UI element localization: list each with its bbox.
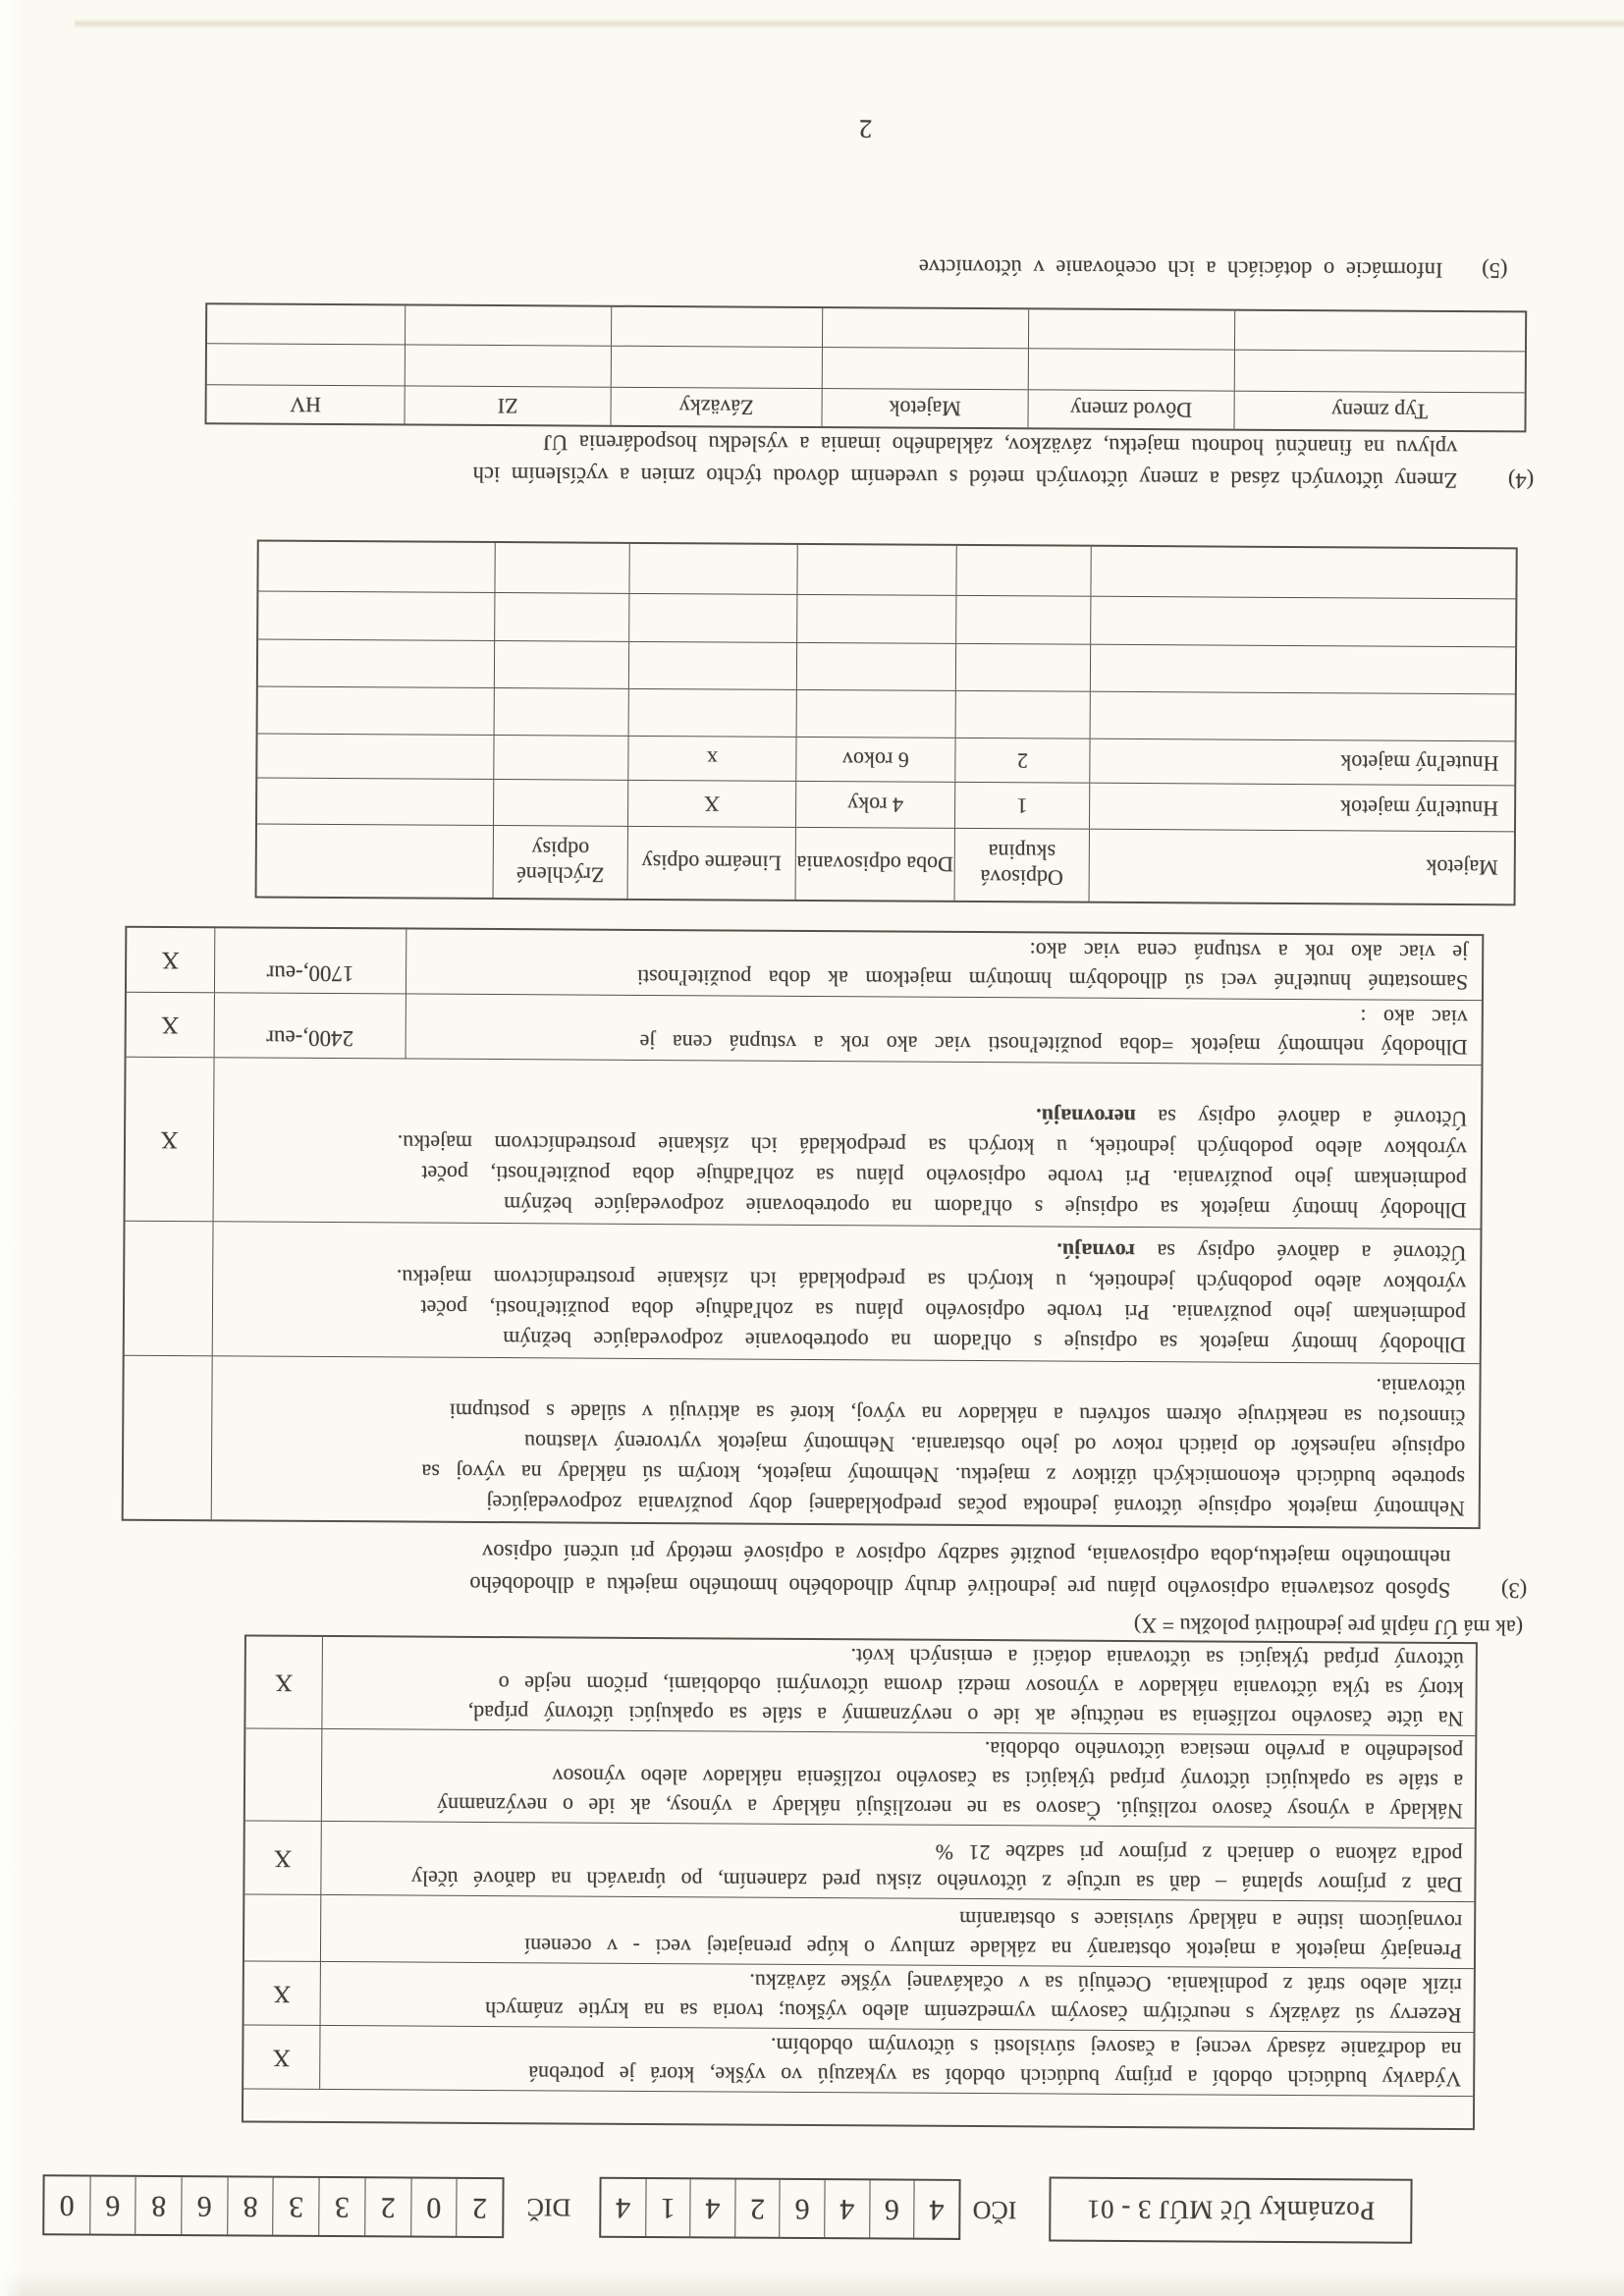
depreciation-row [125,1222,1481,1364]
policies-table [242,1634,1478,2130]
form-title: Poznámky Úč MÚJ 3 - 01 [1086,2195,1376,2227]
asset-cell: Hnuteľný majetok [1340,750,1499,777]
asset-cell [258,640,495,687]
scan-artifact-left-edge [0,0,24,2296]
ico-digit-cell: 1 [646,2179,691,2236]
asset-cell [629,689,797,737]
depreciation-mark: X [127,928,215,993]
policies-row [244,1961,1474,2033]
asset-empty-row [258,592,1515,648]
policies-row [244,1894,1474,1969]
policy-mark: X [245,1636,323,1727]
changes-header-cell: Dôvod zmeny [1028,390,1234,428]
asset-cell: 6 rokov [796,738,955,782]
depreciation-mark [124,1356,213,1520]
asset-row [257,735,1514,787]
changes-cell [612,347,823,388]
asset-cell [257,779,494,825]
policy-text: Na účte časového rozlíšenia sa neúčtuje ak ide o nevýznamný a stále sa opakujúci účtovný prípad, ktorý sa týka účtovania nákladov a výnosov medzi dvoma účtovnými obdobiami, pričom nejde o účtovný prípad týkajúci sa účtovania dotácií a emisných kvót. [467,1644,1464,1732]
asset-header-cell [257,825,494,898]
ico-digit-cell: 6 [870,2180,915,2237]
asset-cell [797,545,956,595]
changes-cell [1029,309,1235,349]
asset-cell: 2 [955,738,1090,783]
section-number: (5) [1482,258,1508,284]
asset-cell [797,643,956,690]
section-number: (3) [1500,1578,1528,1604]
ico-digit-cell: 4 [929,2193,945,2226]
asset-cell [495,593,629,641]
dic-digit-cell: 2 [471,2191,488,2224]
changes-cell [207,304,406,344]
depreciation-row [127,993,1482,1066]
depreciation-text-main: Dlhodobý hmotný majetok sa odpisuje s ohľadom na opotrebovanie zodpovedajúce bežným podmienkam jeho používania. Pri tvorbe odpisového plánu sa zohľadňuje doba použiteľnosti, počet výrobkov alebo podobných jednotiek, u ktorých sa predpokladá ich získanie prostredníctvom majetku. Účtovné a daňové odpisy sa [396,1239,1467,1358]
changes-cell [207,344,406,385]
asset-cell [797,595,956,643]
asset-cell [1091,645,1515,694]
asset-header-row [257,825,1514,904]
scan-artifact-top-band [75,19,1624,28]
changes-cell [612,307,823,347]
policies-empty-row [244,2089,1473,2128]
dic-digit-cell: 8 [136,2177,183,2234]
asset-cell [1091,547,1515,599]
ico-digit-cell: 4 [690,2179,735,2236]
depreciation-row [126,1058,1482,1230]
policy-mark: X [244,1961,321,2024]
depreciation-text: Samostatné hnuteľné veci sú dlhodobým hmotným majetkom ak doba použiteľnosti je viac ako rok a vstupná cena viac ako: [636,938,1469,996]
asset-cell: Hnuteľný majetok [1339,795,1499,822]
depreciation-amount: 1700,-eur [215,928,406,993]
policy-text: Náklady a výnosy časovo rozlišujú. Časovo sa ne nerozlišujú náklady a výnosy, ak ide o nevýznamný a stále sa opakujúci účtovný prípad týkajúci sa časového rozlíšenia nákladov alebo výnosov posledného a prvého mesiaca účtovného obdobia. [436,1737,1464,1825]
dic-digit-cell: 3 [274,2178,320,2235]
policies-row [244,1821,1474,1902]
asset-cell [956,644,1091,691]
changes-cell [406,345,612,386]
asset-cell: 4 roky [796,782,955,828]
depreciation-table [122,926,1485,1529]
depreciation-text-bold: rovnajú. [1056,1238,1136,1265]
changes-cell [406,305,612,345]
changes-cell [1235,351,1525,393]
section-4-heading [120,424,1534,498]
section-text: Informácie o dotáciách a ich oceňovanie v účtovníctve [918,254,1443,283]
policies-row [245,1728,1476,1829]
asset-cell [956,691,1091,738]
asset-empty-row [258,542,1515,600]
policy-mark: X [244,2025,320,2088]
form-title-box [1049,2176,1412,2243]
changes-header-row [207,385,1525,430]
dic-digit-cell: 8 [228,2177,274,2234]
ico-digit-cell: 4 [601,2179,646,2236]
asset-cell [257,735,494,779]
ico-digit-boxes [599,2177,960,2240]
asset-cell: x [628,737,796,781]
depreciation-amount: 2400,-eur [215,993,406,1058]
asset-header-cell: Doba odpisovania [796,828,955,901]
changes-cell [823,348,1029,389]
changes-header-cell: HV [207,385,406,423]
changes-header-cell: Majetok [822,389,1028,427]
asset-header-cell: Lineárne odpisy [628,827,796,900]
ico-label: IČO [972,2196,1017,2225]
depreciation-text [213,1222,1481,1363]
section-text: Spôsob zostavenia odpisového plánu pre jednotlivé druhy dlhodobého hmotného majetku a dlhodobého nehmotného majetku,doba odpisovania, použité sadzby odpisov a odpisové metódy pri určení odpisov [469,1539,1451,1603]
ico-digit-cell: 6 [781,2180,826,2237]
asset-cell [1091,692,1515,741]
asset-cell [629,544,797,594]
asset-depreciation-table [255,540,1518,906]
changes-cell [823,308,1029,348]
asset-cell [494,780,628,826]
asset-cell [956,596,1091,644]
asset-cell [797,690,956,738]
section-5-heading [133,246,1507,288]
policy-mark: X [244,1821,321,1893]
changes-header-cell: Záväzky [611,388,822,426]
asset-header-cell: Odpisová skupina [955,829,1090,902]
changes-table [204,302,1527,432]
changes-cell [1235,311,1525,352]
depreciation-text [214,1058,1482,1229]
asset-cell [629,594,797,642]
depreciation-mark: X [127,993,215,1058]
asset-cell [956,546,1091,596]
policy-text: Rezervy sú záväzky s neurčitým časovým vymedzením alebo výškou; tvoria sa na krytie známych rizík alebo strát z podnikania. Oceňujú sa v očakávanej výške záväzku. [485,1969,1462,2029]
policy-text: Prenajatý majetok a majetok obstaraný na základe zmluvy o kúpe prenajatej veci - v ocenení rovnajúcom istine a náklady súvisiace s obstaraním [524,1906,1463,1965]
asset-cell: X [628,781,796,827]
asset-cell [495,543,629,593]
depreciation-text-bold: nerovnajú. [1036,1104,1136,1130]
policy-mark [244,1894,321,1960]
asset-cell [494,736,628,780]
asset-cell [629,642,797,689]
policies-row [245,1636,1476,1736]
fill-note: (ak má ÚJ náplň pre jednotlivú položku = X) [1133,1613,1524,1641]
depreciation-text-main: Dlhodobý hmotný majetok sa odpisuje s ohľadom na opotrebovanie zodpovedajúce bežným podmienkam jeho používania. Pri tvorbe odpisového plánu sa zohľadňuje doba použiteľnosti, počet výrobkov alebo podobných jednotiek, u ktorých sa predpokladá ich získanie prostredníctvom majetku. Účtovné a daňové odpisy sa [397,1105,1468,1224]
depreciation-text: Dlhodobý nehmotný majetok =doba použiteľnosti viac ako rok a vstupná cena je viac ako : [639,1005,1468,1061]
asset-cell [1091,597,1515,647]
dic-digit-cell: 6 [90,2177,136,2234]
dic-digit-boxes [42,2174,504,2238]
ico-digit-cell: 2 [735,2180,781,2237]
asset-cell [495,641,629,688]
depreciation-text-main: Nehmotný majetok odpisuje účtovná jednotka počas predpokladanej doby používania zodpovedajúcej spotrebe budúcich ekonomických úžitkov z majetku. Nehmotný majetok, ktorým sú náklady na vývoj sa odpisuje najneskôr do piatich rokov od jeho obstarania. Nehmotný majetok vytvorený vlastnou činnosťou sa neaktivuje okrem softvéru a nákladov na vývoj, ktoré sa aktivujú v súlade s postupmi účtovania. [421,1374,1466,1522]
depreciation-mark [125,1222,214,1356]
asset-empty-row [258,687,1515,742]
policy-text: Výdavky budúcich období a príjmy budúcich období sa vykazujú vo výške, ktorá je potrebná na dodržanie zásady vecnej a časovej súvislosti s účtovným obdobím. [528,2033,1462,2093]
section-3-heading [119,1534,1527,1608]
ico-digit-cell: 4 [825,2180,870,2237]
depreciation-mark: X [126,1058,215,1222]
asset-cell [258,592,495,640]
policy-mark [245,1728,323,1820]
page-number: 2 [858,114,873,144]
dic-digit-cell: 3 [319,2178,365,2235]
asset-empty-row [258,640,1515,695]
asset-header-cell: Zrýchlené odpisy [494,826,628,899]
scan-artifact-bottom-shadow [0,2270,1624,2296]
depreciation-row [127,928,1482,1001]
changes-header-cell: ZI [405,386,611,424]
asset-cell [258,542,495,592]
changes-cell [1029,349,1235,390]
policy-text [244,2089,1473,2128]
dic-label: DIČ [526,2193,571,2222]
policy-text: Daň z príjmov splatná – daň sa určuje z účtovného zisku pred zdanením, po úpravách na daňové účely podľa zákona o daniach z príjmov pri sadzbe 21 % [410,1839,1463,1898]
asset-cell [258,687,495,735]
asset-row [257,779,1514,833]
asset-header-cell: Majetok [1426,855,1498,881]
changes-header-cell: Typ zmeny [1331,399,1429,424]
depreciation-row [124,1356,1480,1527]
asset-cell [495,688,629,736]
dic-digit-cell: 2 [365,2178,411,2235]
section-text: Zmeny účtovných zásad a zmeny účtovných metód s uvedením dôvodu týchto zmien a vyčíslením ich vplyvu na finančnú hodnotu majetku, záväzkov, základného imania a výsledku hospodárenia ÚJ [472,430,1458,494]
dic-digit-cell: 0 [44,2176,90,2233]
depreciation-text [212,1356,1480,1527]
dic-digit-cell: 6 [182,2177,228,2234]
dic-digit-cell: 0 [411,2179,458,2236]
policies-row [244,2025,1473,2097]
section-number: (4) [1507,468,1535,494]
asset-cell: 1 [955,783,1090,829]
